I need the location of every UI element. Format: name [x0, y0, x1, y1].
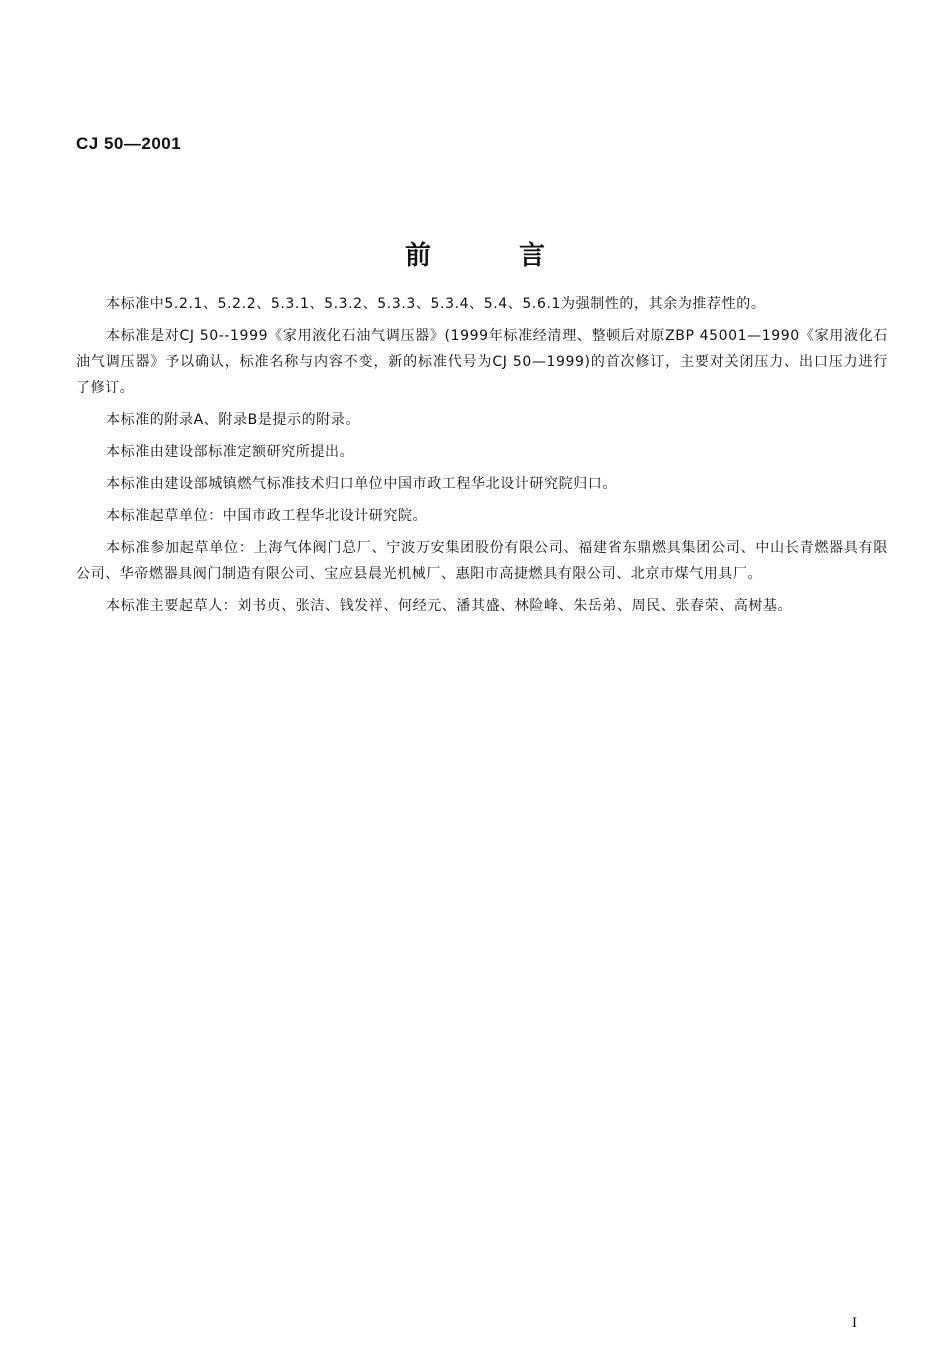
- page-number: I: [852, 1315, 857, 1331]
- paragraph-main-drafters: 本标准主要起草人：刘书贞、张洁、钱发祥、何经元、潘其盛、林险峰、朱岳弟、周民、张春荣、高树基。: [106, 598, 793, 614]
- paragraph-participating-units: 本标准参加起草单位：上海气体阀门总厂、宁波万安集团股份有限公司、福建省东鼎燃具集团公司、中山长青燃器具有限公司、华帝燃器具阀门制造有限公司、宝应县晨光机械厂、惠阳市高捷燃具有限公司、北京市煤气用具厂。: [76, 540, 888, 582]
- paragraph-drafting-unit: 本标准起草单位：中国市政工程华北设计研究院。: [106, 508, 428, 524]
- foreword-body: [76, 291, 888, 625]
- foreword-title-char-1: 前: [404, 241, 431, 271]
- paragraph-centralized-by: 本标准由建设部城镇燃气标准技术归口单位中国市政工程华北设计研究院归口。: [106, 476, 617, 492]
- paragraph-appendices: 本标准的附录A、附录B是提示的附录。: [106, 412, 360, 428]
- standard-code: CJ 50—2001: [76, 134, 182, 153]
- foreword-title-char-2: 言: [519, 241, 546, 271]
- paragraph-mandatory-clauses: 本标准中5.2.1、5.2.2、5.3.1、5.3.2、5.3.3、5.3.4、5.4、5.6.1为强制性的，其余为推荐性的。: [106, 296, 766, 312]
- paragraph-proposed-by: 本标准由建设部标准定额研究所提出。: [106, 444, 355, 460]
- paragraph-revision-history: 本标准是对CJ 50--1999《家用液化石油气调压器》(1999年标准经清理、整顿后对原ZBP 45001—1990《家用液化石油气调压器》予以确认，标准名称与内容不变，新的标准代号为CJ 50—1999)的首次修订，主要对关闭压力、出口压力进行了修订。: [76, 328, 888, 396]
- foreword-title: [0, 238, 950, 274]
